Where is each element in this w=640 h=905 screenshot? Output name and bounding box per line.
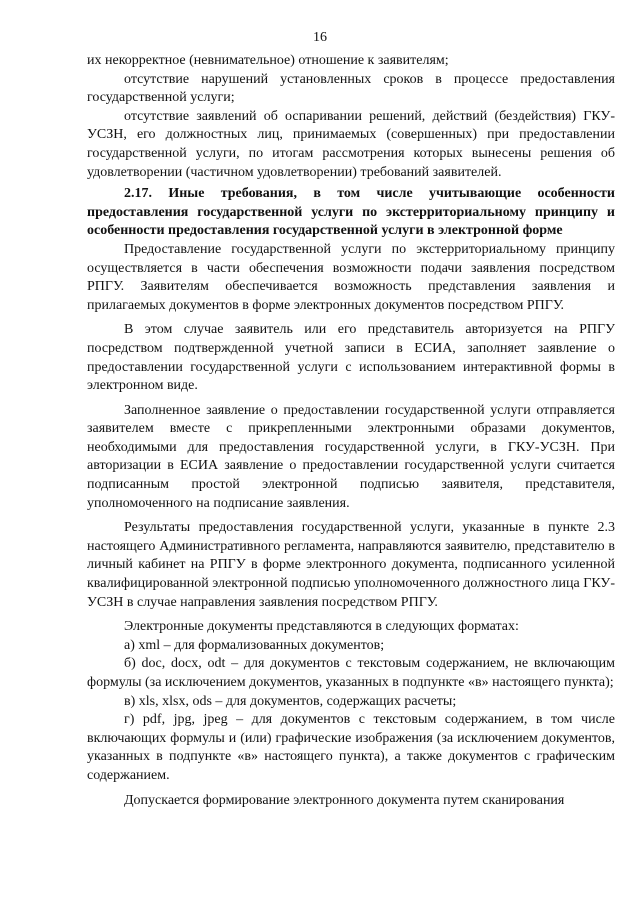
paragraph-continuation: их некорректное (невнимательное) отношение к заявителям; [87, 53, 449, 68]
list-item-format-v: в) xls, xlsx, ods – для документов, содержащих расчеты; [124, 693, 457, 709]
list-item-format-g: г) pdf, jpg, jpeg – для документов с текстовым содержанием, в том числе включающих формулы и (или) графические изображения (за исключением документов, указанных в подпункте «в» настоящего пункта), а также документов с графическим содержанием. [87, 712, 615, 783]
paragraph-filled-application: Заполненное заявление о предоставлении государственной услуги отправляется заявителем вместе с прикрепленными электронными образами документов, необходимыми для предоставления государственной услуги, в ГКУ-УСЗН. При авторизации в ЕСИА заявление о предоставлении государственной услуги считается подписанным простой электронной подписью заявителя, представителя, уполномоченного на подписание заявления. [87, 402, 615, 511]
list-item-format-b: б) doc, docx, odt – для документов с текстовым содержанием, не включающим формулы (за исключением документов, указанных в подпункте «в» настоящего пункта); [87, 656, 615, 690]
paragraph-scanning: Допускается формирование электронного документа путем сканирования [124, 792, 565, 808]
paragraph-results: Результаты предоставления государственной услуги, указанные в пункте 2.3 настоящего Административного регламента, направляются заявителю, представителю в личный кабинет на РПГУ в форме электронного документа, подписанного усиленной квалифицированной электронной подписью уполномоченного должностного лица ГКУ-УСЗН в случае направления заявления посредством РПГУ. [87, 520, 615, 610]
page-body [87, 52, 615, 810]
paragraph-extraterritorial: Предоставление государственной услуги по экстерриториальному принципу осуществляется в части обеспечения возможности подачи заявления посредством РПГУ. Заявителям обеспечивается возможность представления заявления и прилагаемых документов в форме электронных документов посредством РПГУ. [87, 241, 615, 313]
section-heading-2-17: 2.17. Иные требования, в том числе учитывающие особенности предоставления государственной услуги по экстерриториальному принципу и особенности предоставления государственной услуги в электронной форме [87, 186, 615, 239]
paragraph-formats-intro: Электронные документы представляются в следующих форматах: [124, 619, 519, 635]
paragraph-no-complaints: отсутствие заявлений об оспаривании решений, действий (бездействия) ГКУ-УСЗН, его должностных лиц, принимаемых (совершенных) при предоставлении государственной услуги, по итогам рассмотрения которых вынесены решения об удовлетворении (частичном удовлетворении) требований заявителей. [87, 108, 615, 180]
list-item-format-a: а) xml – для формализованных документов; [124, 637, 385, 653]
paragraph-authorization: В этом случае заявитель или его представитель авторизуется на РПГУ посредством подтвержденной учетной записи в ЕСИА, заполняет заявление о предоставлении государственной услуги с использованием интерактивной формы в электронном виде. [87, 322, 615, 394]
paragraph-no-violations: отсутствие нарушений установленных сроков в процессе предоставления государственной услуги; [87, 71, 615, 106]
page-number: 16 [313, 30, 327, 45]
